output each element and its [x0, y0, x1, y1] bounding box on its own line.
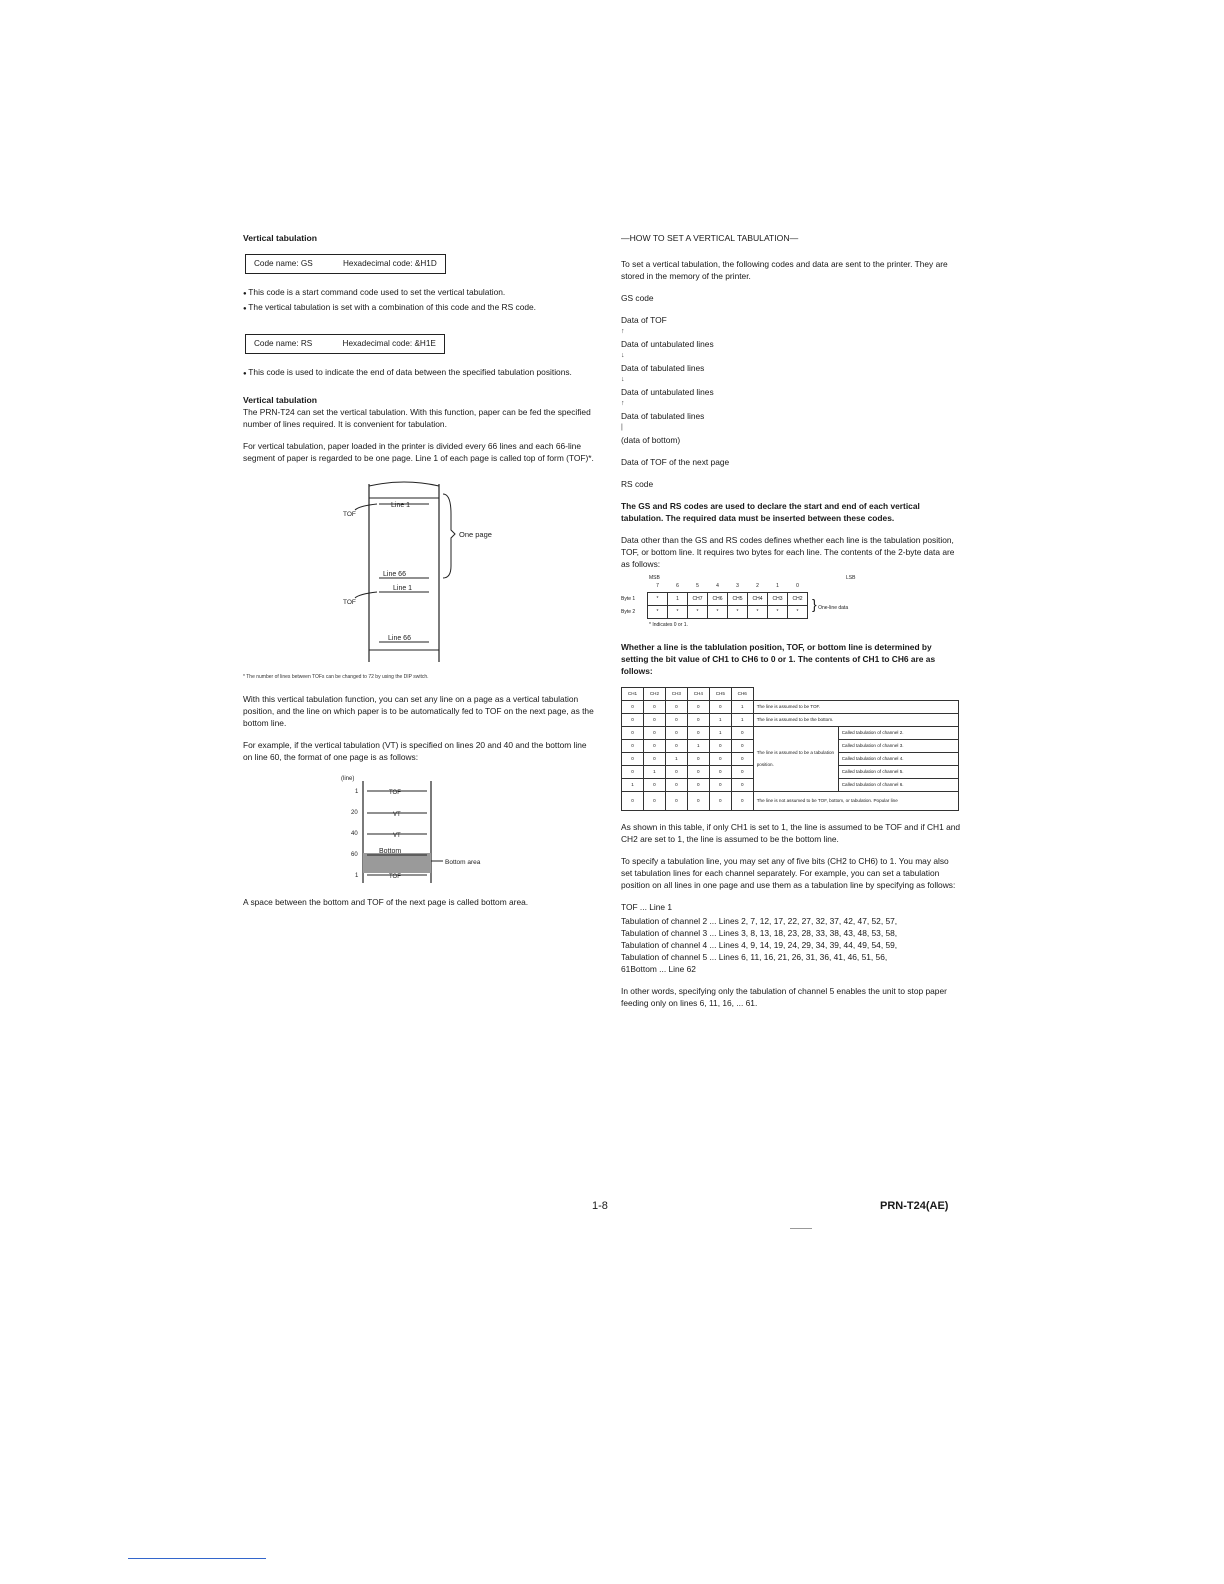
table-cell: 1 [731, 701, 753, 714]
list-item: Tabulation of channel 2 ... Lines 2, 7, 12, 17, 22, 27, 32, 37, 42, 47, 52, 57, [621, 916, 898, 926]
table-cell: 0 [709, 766, 731, 779]
table-row [622, 701, 959, 714]
lsb-label: LSB [846, 575, 856, 581]
table-header: CH1 [622, 688, 644, 701]
bit-position: 0 [796, 583, 799, 589]
table-cell: 0 [709, 701, 731, 714]
table-cell: 0 [643, 714, 665, 727]
tof-bottom-label: TOF [343, 599, 356, 606]
table-cell: 0 [665, 766, 687, 779]
page-diagram-svg [243, 474, 595, 664]
paragraph: For example, if the vertical tabulation (VT) is specified on lines 20 and 40 and the bottom line on line 60, the format of one page is as follows: [243, 740, 587, 762]
bottom-area-shading [363, 853, 431, 873]
table-cell: 0 [643, 779, 665, 792]
page-diagram [243, 474, 595, 667]
table-cell: 0 [643, 727, 665, 740]
table-header: CH4 [687, 688, 709, 701]
table-cell: 1 [731, 714, 753, 727]
tof-top-label: TOF [343, 511, 356, 518]
bit-table: 7 6 5 4 3 2 1 0 Byte 1 * 1 CH7 CH6 CH5 CH4 CH3 CH2 } One-line data Byte 2 * * * * * * * * [621, 580, 872, 619]
bit-cell: * [748, 606, 768, 619]
seq-item: RS code [621, 479, 654, 489]
bit-cell: CH3 [768, 593, 788, 606]
table-cell: 0 [731, 792, 753, 811]
bit-cell: * [788, 606, 808, 619]
table-cell: 1 [709, 714, 731, 727]
table-cell: 0 [622, 701, 644, 714]
table-cell: 0 [687, 727, 709, 740]
arrow-icon: ↑ [621, 328, 625, 335]
arrow-icon: | [621, 424, 623, 431]
bit-layout [621, 572, 961, 631]
bottom-mark: Bottom [379, 848, 402, 855]
table-cell: 0 [643, 701, 665, 714]
row-num: 60 [351, 852, 358, 858]
tof-mark-2: TOF [389, 874, 401, 880]
table-row [622, 792, 959, 811]
table-cell: 0 [731, 740, 753, 753]
format-diagram [243, 773, 595, 888]
one-line-data-label: One-line data [818, 604, 849, 611]
line-unit: (line) [341, 776, 355, 782]
table-cell: Called tabulation of channel 4. [838, 753, 958, 766]
code-sequence [621, 292, 961, 490]
table-cell: Called tabulation of channel 5. [838, 766, 958, 779]
rs-code-box [245, 334, 445, 354]
bit-cell: CH6 [708, 593, 728, 606]
table-cell: 0 [731, 766, 753, 779]
seq-item: Data of untabulated lines [621, 387, 714, 397]
line1b-label: Line 1 [393, 585, 413, 592]
table-cell: 0 [665, 740, 687, 753]
bottom-area-label: Bottom area [445, 859, 481, 866]
byte2-label: Byte 2 [621, 609, 636, 615]
vt-mark: VT [393, 812, 401, 818]
table-cell: The line is assumed to be TOF. [753, 701, 958, 714]
table-cell: 1 [622, 779, 644, 792]
list-item: 61Bottom ... Line 62 [621, 964, 696, 974]
format-diagram-svg [243, 773, 595, 885]
bit-cell: CH5 [728, 593, 748, 606]
bit-cell: * [708, 606, 728, 619]
table-cell: 0 [687, 779, 709, 792]
table-cell: 0 [687, 766, 709, 779]
bit-cell: * [648, 606, 668, 619]
list-item: TOF ... Line 1 [621, 902, 673, 912]
how-to-heading: —HOW TO SET A VERTICAL TABULATION— [621, 233, 799, 243]
line66-label: Line 66 [383, 571, 406, 578]
table-cell: 0 [687, 714, 709, 727]
row-num: 40 [351, 831, 358, 837]
table-cell: 0 [731, 753, 753, 766]
table-cell: 1 [709, 727, 731, 740]
table-cell: 0 [622, 727, 644, 740]
bit-cell: CH2 [788, 593, 808, 606]
table-cell: 0 [709, 753, 731, 766]
group-description: The line is assumed to be a tabulation position. [753, 727, 838, 792]
table-header: CH5 [709, 688, 731, 701]
table-cell: Called tabulation of channel 3. [838, 740, 958, 753]
arrow-icon: ↑ [621, 400, 625, 407]
right-column [621, 232, 961, 1019]
paragraph: With this vertical tabulation function, you can set any line on a page as a vertical tabulation position, and the line on which paper is to be automatically fed to TOF on the next page, as the bottom line. [243, 694, 594, 728]
table-row [622, 727, 959, 740]
table-cell: The line is not assumed to be TOF, bottom, or tabulation. Popular line [753, 792, 958, 811]
arrow-icon: ↓ [621, 376, 625, 383]
one-page-label: One page [459, 530, 492, 539]
bit-position: 3 [736, 583, 739, 589]
vt-mark: VT [393, 833, 401, 839]
table-header-row [622, 688, 959, 701]
left-column [243, 232, 595, 918]
byte1-label: Byte 1 [621, 596, 636, 602]
paragraph: To specify a tabulation line, you may set any of five bits (CH2 to CH6) to 1. You may also set tabulation lines for each channel separately. For example, you can set a tabulation position on all lines in one page and use them as a tabulation line by specifying as follows: [621, 856, 956, 890]
table-cell: 0 [622, 714, 644, 727]
table-cell: 0 [622, 766, 644, 779]
table-cell: 0 [665, 792, 687, 811]
gs-code-box [245, 254, 446, 274]
divider [128, 1558, 266, 1559]
channel-table [621, 687, 959, 811]
page-number: 1-8 [592, 1200, 608, 1212]
table-cell: 0 [665, 701, 687, 714]
seq-item: (data of bottom) [621, 435, 681, 445]
table-cell: 0 [731, 727, 753, 740]
line1-label: Line 1 [391, 502, 411, 509]
table-header: CH3 [665, 688, 687, 701]
seq-item: Data of TOF [621, 315, 667, 325]
rs-bullet: ● This code is used to indicate the end of data between the specified tabulation positions. [243, 366, 595, 380]
bit-cell: 1 [668, 593, 688, 606]
gs-hex-code: Hexadecimal code: &H1D [343, 259, 437, 268]
table-cell: 0 [687, 792, 709, 811]
table-cell: 0 [709, 792, 731, 811]
table-cell: 0 [665, 727, 687, 740]
gs-bullet: ● This code is a start command code used to set the vertical tabulation. [243, 286, 595, 300]
table-cell: 0 [643, 792, 665, 811]
heading-vertical-tabulation-2: Vertical tabulation [243, 395, 318, 405]
seq-item: Data of TOF of the next page [621, 457, 730, 467]
tof-mark: TOF [389, 790, 401, 796]
table-cell: 0 [709, 740, 731, 753]
table-cell: 0 [622, 740, 644, 753]
rs-code-name: Code name: RS [254, 339, 313, 348]
bit-cell: * [688, 606, 708, 619]
paragraph: The PRN-T24 can set the vertical tabulation. With this function, paper can be fed the specified number of lines required. It is convenient for tabulation. [243, 407, 591, 429]
table-cell: 0 [665, 714, 687, 727]
bit-position: 5 [696, 583, 699, 589]
gs-code-name: Code name: GS [254, 259, 313, 268]
table-cell: 1 [687, 740, 709, 753]
table-cell: 0 [687, 753, 709, 766]
paragraph: Data other than the GS and RS codes defines whether each line is the tabulation position, TOF, or bottom line. It requires two bytes for each line. The contents of the 2-byte data are as follows: [621, 535, 955, 569]
gs-bullet: ● The vertical tabulation is set with a combination of this code and the RS code. [243, 301, 595, 315]
list-item: Tabulation of channel 5 ... Lines 6, 11, 16, 21, 26, 31, 36, 41, 46, 51, 56, [621, 952, 888, 962]
list-item: Tabulation of channel 4 ... Lines 4, 9, 14, 19, 24, 29, 34, 39, 44, 49, 54, 59, [621, 940, 898, 950]
paragraph: To set a vertical tabulation, the following codes and data are sent to the printer. They are stored in the memory of the printer. [621, 259, 948, 281]
bit-cell: * [668, 606, 688, 619]
table-cell: 1 [643, 766, 665, 779]
row-num: 20 [351, 810, 358, 816]
bit-position: 2 [756, 583, 759, 589]
table-cell: 0 [731, 779, 753, 792]
table-cell: 0 [709, 779, 731, 792]
bit-position: 6 [676, 583, 679, 589]
row-num: 1 [355, 873, 359, 879]
seq-item: Data of tabulated lines [621, 411, 705, 421]
bit-cell: * [768, 606, 788, 619]
bit-cell: * [728, 606, 748, 619]
rs-bullet-list [243, 366, 595, 380]
arrow-icon: ↓ [621, 352, 625, 359]
seq-item: Data of tabulated lines [621, 363, 705, 373]
msb-label: MSB [649, 575, 660, 581]
list-item: Tabulation of channel 3 ... Lines 3, 8, 13, 18, 23, 28, 33, 38, 43, 48, 53, 58, [621, 928, 898, 938]
bit-cell: CH7 [688, 593, 708, 606]
rs-hex-code: Hexadecimal code: &H1E [342, 339, 436, 348]
table-cell: Called tabulation of channel 6. [838, 779, 958, 792]
table-cell: 0 [643, 753, 665, 766]
bit-note: * Indicates 0 or 1. [649, 622, 688, 628]
paragraph: As shown in this table, if only CH1 is set to 1, the line is assumed to be TOF and if CH1 and CH2 are set to 1, the line is assumed to be the bottom line. [621, 822, 961, 844]
table-cell: The line is assumed to be the bottom. [753, 714, 958, 727]
table-cell: 0 [622, 792, 644, 811]
paragraph: In other words, specifying only the tabulation of channel 5 enables the unit to stop paper feeding only on lines 6, 11, 16, ... 61. [621, 986, 947, 1008]
line66b-label: Line 66 [388, 635, 411, 642]
bit-position: 4 [716, 583, 719, 589]
table-header: CH2 [643, 688, 665, 701]
bit-position: 1 [776, 583, 779, 589]
table-cell: 0 [687, 701, 709, 714]
gs-bullet-list [243, 286, 595, 315]
table-cell: Called tabulation of channel 2. [838, 727, 958, 740]
footnote: * The number of lines between TOFs can be changed to 72 by using the DIP switch. [243, 674, 429, 680]
channel-list [621, 901, 961, 975]
seq-item: Data of untabulated lines [621, 339, 714, 349]
row-num: 1 [355, 789, 359, 795]
seq-item: GS code [621, 293, 654, 303]
paragraph: For vertical tabulation, paper loaded in the printer is divided every 66 lines and each 66-line segment of paper is regarded to be one page. Line 1 of each page is called top of form (TOF)*. [243, 441, 594, 463]
heading-vertical-tabulation: Vertical tabulation [243, 233, 318, 243]
table-cell: 0 [643, 740, 665, 753]
table-row [622, 714, 959, 727]
model-name: PRN-T24(AE) [880, 1200, 949, 1212]
paragraph: Whether a line is the tablulation position, TOF, or bottom line is determined by setting the bit value of CH1 to CH6 to 0 or 1. The contents of CH1 to CH6 are as follows: [621, 642, 936, 676]
paragraph: A space between the bottom and TOF of the next page is called bottom area. [243, 897, 529, 907]
table-cell: 0 [622, 753, 644, 766]
paragraph: The GS and RS codes are used to declare the start and end of each vertical tabulation. The required data must be inserted between these codes. [621, 501, 920, 523]
bit-cell: * [648, 593, 668, 606]
divider [790, 1228, 812, 1229]
bit-cell: CH4 [748, 593, 768, 606]
table-header: CH6 [731, 688, 753, 701]
table-cell: 0 [665, 779, 687, 792]
bit-position: 7 [656, 583, 659, 589]
table-cell: 1 [665, 753, 687, 766]
